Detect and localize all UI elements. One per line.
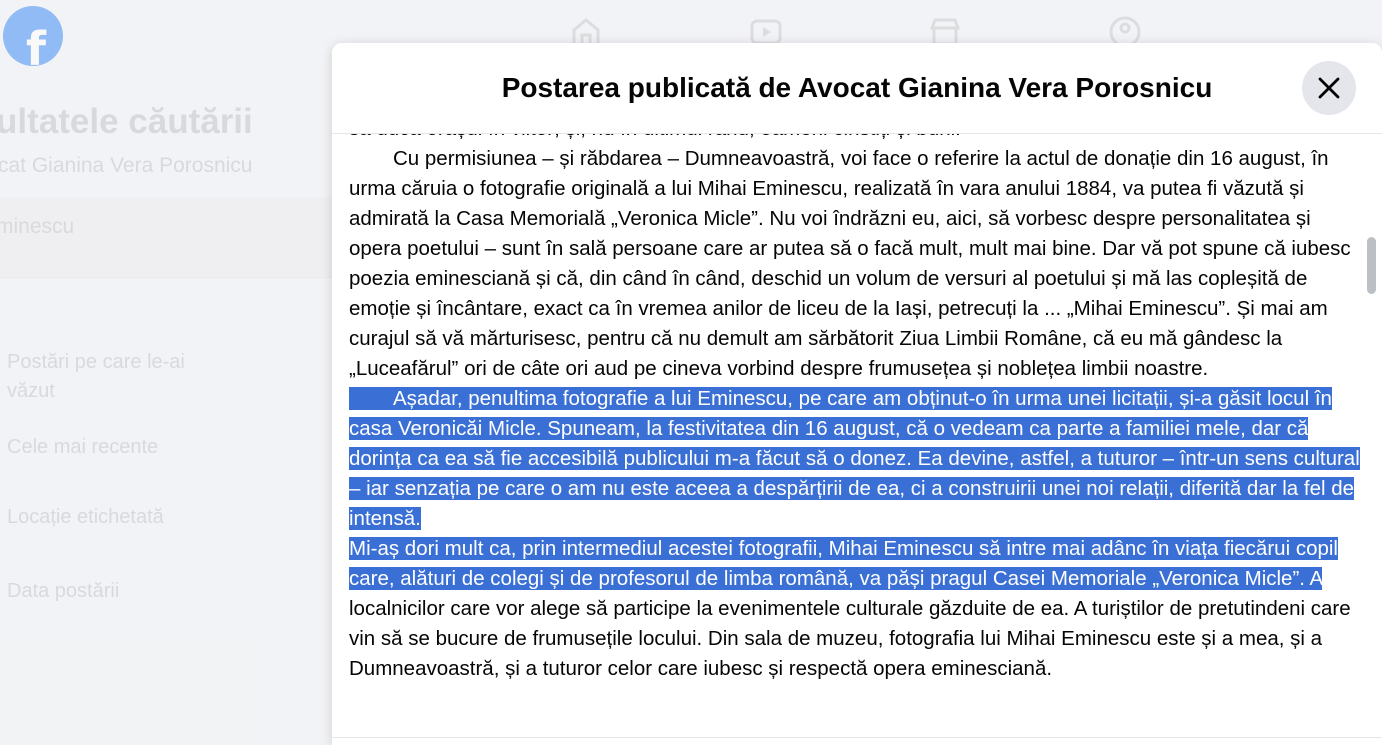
paragraph-1 (349, 144, 1362, 384)
modal-header (332, 43, 1382, 134)
post-modal (332, 43, 1382, 745)
close-button[interactable] (1302, 61, 1356, 115)
paragraph-1-text: Cu permisiunea – și răbdarea – Dumneavoastră, voi face o referire la actul de donație din 16 august, în urma căruia o fotografie originală a lui Mihai Eminescu, realizată în vara anului 1884, va putea fi văzută și admirată la Casa Memorială „Veronica Micle”. Nu voi îndrăzni eu, aici, să vorbesc despre personalitatea și opera poetului – sunt în sală persoane care ar putea să o facă mult, mult mai bine. Dar vă pot spune că iubesc poezia eminesciană și că, din când în când, deschid un volum de versuri al poetului și mă las copleșită de emoție și încântare, exact ca în vremea anilor de liceu de la Iași, petrecuți la ... „Mihai Eminescu”. Și mai am curajul să vă mărturisesc, pentru că nu demult am sărbătorit Ziua Limbii Române, că eu mă gândesc la „Luceafărul” ori de câte ori aud pe cineva vorbind despre frumusețea și noblețea limbii noastre. (349, 147, 1351, 380)
modal-title: Postarea publicată de Avocat Gianina Vera Porosnicu (501, 72, 1213, 103)
paragraph-3 (349, 534, 1362, 684)
modal-footer-divider (332, 737, 1382, 738)
post-text (349, 124, 1362, 684)
selected-text: Mi-aș dori mult ca, prin intermediul acestei fotografii, Mihai Eminescu să intre mai adânc în viața fiecărui copil care, alături de colegi și de profesorul de limba română, va păși pragul Casei Memoriale „Veronica Micle”. A (349, 537, 1338, 590)
paragraph-2-text: Așadar, penultima fotografie a lui Eminescu, pe care am obținut-o în urma unei licitații, și-a găsit locul în casa Veronicăi Micle. Spuneam, la festivitatea din 16 august, că o vedeam ca parte a familiei mele, dar că dorința ca ea să fie accesibilă publicului m-a făcut să o donez. Ea devine, astfel, a tuturor – într-un sens cultural – iar senzația pe care o am nu este aceea a despărțirii de ea, ci a construirii unei noi relații, diferită dar la fel de intensă. (349, 387, 1360, 530)
post-text-body[interactable] (332, 124, 1362, 745)
paragraph-2-selected (349, 384, 1362, 534)
paragraph-3-rest: localnicilor care vor alege să participe la evenimentele culturale găzduite de ea. A turiștilor de pretutindeni care vin să se bucure de frumusețile locului. Din sala de muzeu, fotografia lui Mihai Eminescu este și a mea, și a Dumneavoastră, și a tuturor celor care iubesc și respectă opera eminesciană. (349, 597, 1351, 680)
close-icon (1317, 76, 1341, 100)
modal-scrollbar[interactable] (1362, 124, 1382, 745)
scroll-thumb[interactable] (1367, 237, 1376, 294)
